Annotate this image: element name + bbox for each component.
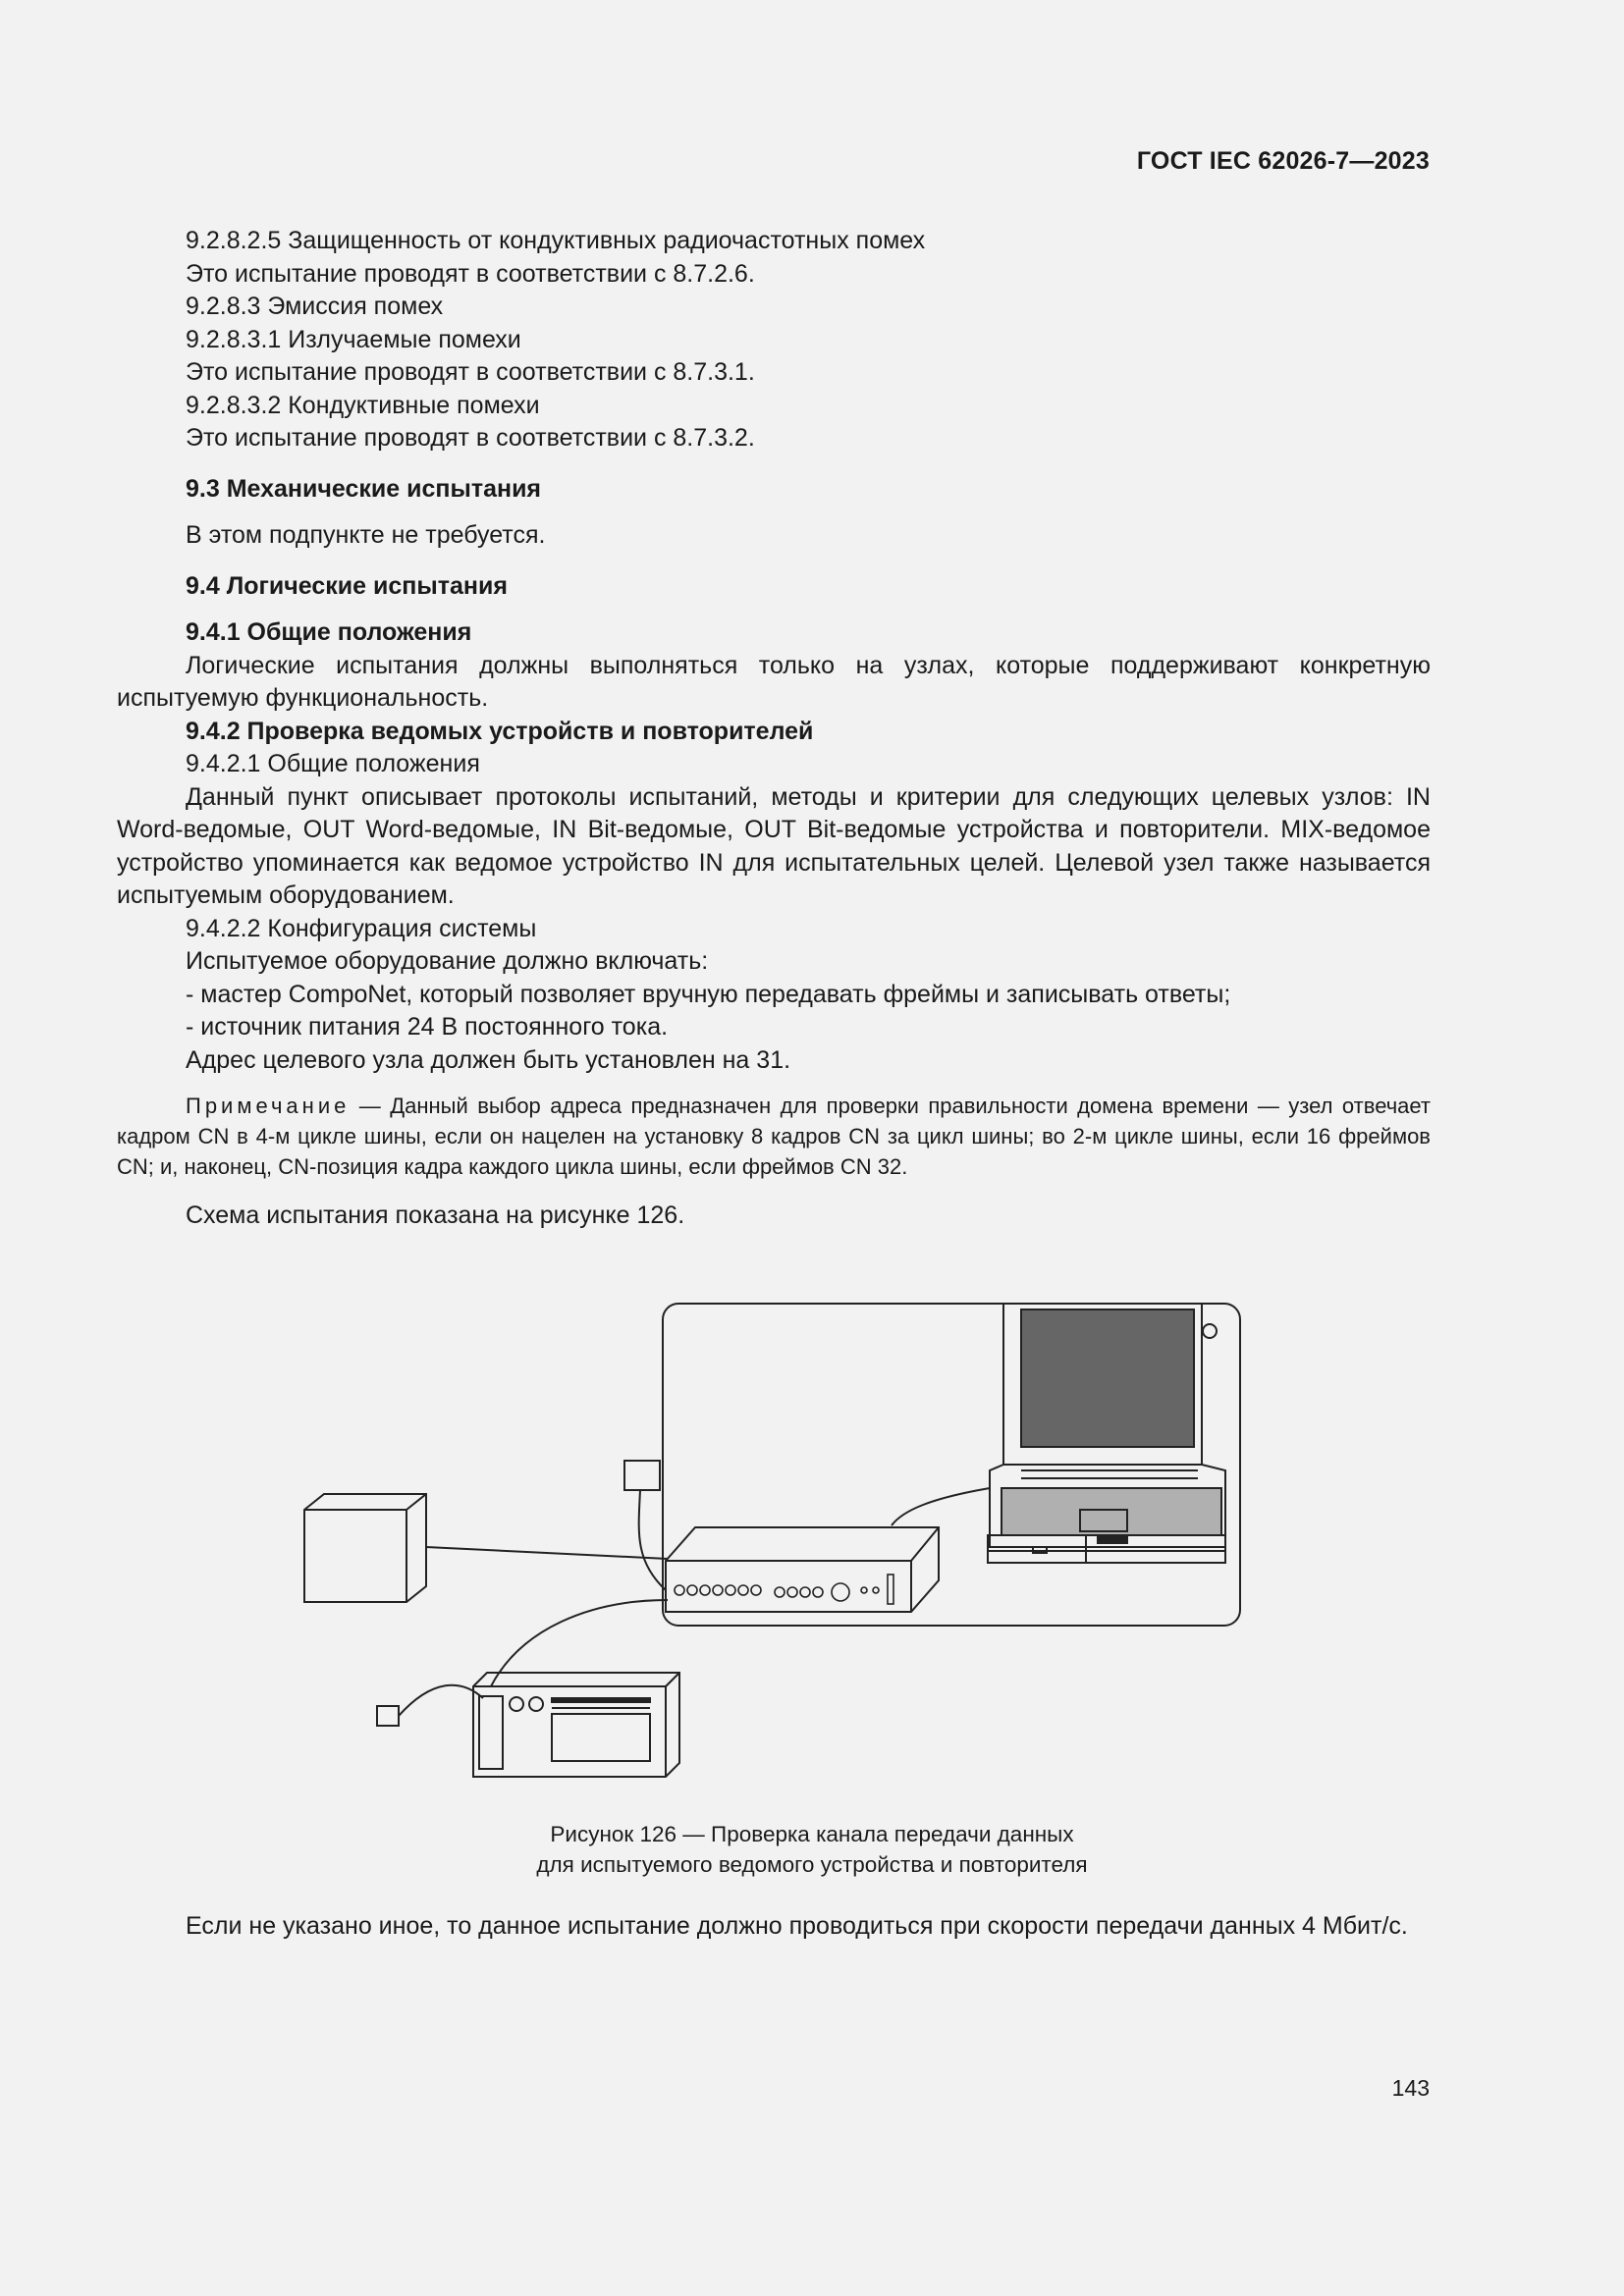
address-paragraph: Адрес целевого узла должен быть установлен на 31. [186,1045,791,1074]
heading-9-4-1: 9.4.1 Общие положения [186,618,472,646]
note-label: Примечание [186,1094,351,1118]
paragraph-9-4-1: Логические испытания должны выполняться только на узлах, которые поддерживают конкретную испытуемую функциональность. [117,651,1431,712]
list-item: - источник питания 24 В постоянного тока. [186,1013,669,1041]
figure-caption [0,1819,1624,1880]
paragraph-9-4-2-2: Испытуемое оборудование должно включать: [186,947,709,975]
heading-9-4-2: 9.4.2 Проверка ведомых устройств и повторителей [186,717,814,745]
heading-9-4: 9.4 Логические испытания [186,571,508,600]
terminator-cable [639,1490,666,1590]
heading-9-4-2-1: 9.4.2.1 Общие положения [186,750,480,777]
data-rate-paragraph: Если не указано иное, то данное испытание должно проводиться при скорости передачи данных 4 Мбит/с. [186,1912,1408,1940]
laptop-keyboard [1001,1488,1221,1535]
power-cable [426,1547,668,1559]
after-figure-text [117,1910,1431,1944]
master-ports [675,1575,893,1604]
laptop-camera-icon [1203,1324,1217,1338]
clause-9-2-8-3-1: 9.2.8.3.1 Излучаемые помехи [186,325,521,353]
clause-9-2-8-3: 9.2.8.3 Эмиссия помех [186,293,444,320]
clause-text: Это испытание проводят в соответствии с 8.7.2.6. [186,259,755,288]
standard-header: ГОСТ IEC 62026-7—2023 [1136,147,1430,175]
terminator-bottom [377,1706,399,1726]
master-unit [666,1527,939,1612]
clause-9-2-8-3-2: 9.2.8.3.2 Кондуктивные помехи [186,391,540,419]
clause-9-2-8-2-5: 9.2.8.2.5 Защищенность от кондуктивных радиочастотных помех [186,227,926,254]
paragraph-9-3: В этом подпункте не требуется. [186,521,546,549]
main-text [117,225,1431,1233]
caption-line-1: Рисунок 126 — Проверка канала передачи данных [550,1822,1074,1846]
heading-9-4-2-2: 9.4.2.2 Конфигурация системы [186,914,537,942]
caption-line-2: для испытуемого ведомого устройства и повторителя [536,1852,1088,1877]
heading-9-3: 9.3 Механические испытания [186,474,542,503]
laptop-cable [892,1488,990,1525]
note [117,1091,1431,1182]
paragraph-9-4-2-1: Данный пункт описывает протоколы испытаний, методы и критерии для следующих целевых узлов: IN Word-ведомые, OUT Word-ведомые, IN Bit-ведомые, OUT Bit-ведомые устройства и повторители. MIX-ведомое устройство упоминается как ведомое устройство IN для испытательных целей. Целевой узел также называется испытуемым оборудованием. [117,782,1431,909]
terminator-bottom-cable [399,1685,483,1716]
page-number: 143 [1391,2075,1430,2101]
scheme-reference: Схема испытания показана на рисунке 126. [186,1201,685,1229]
clause-text: Это испытание проводят в соответствии с 8.7.3.2. [186,424,755,452]
terminator-top [624,1461,660,1490]
laptop-screen [1021,1309,1194,1447]
clause-text: Это испытание проводят в соответствии с 8.7.3.1. [186,358,755,386]
list-item: - мастер CompoNet, который позволяет вручную передавать фреймы и записывать ответы; [186,980,1231,1008]
note-text: — Данный выбор адреса предназначен для проверки правильности домена времени — узел отвечает кадром CN в 4-м цикле шины, если он нацелен на установку 8 кадров CN за цикл шины; во 2-м цикле шины, если 16 фреймов CN; и, наконец, CN-позиция кадра каждого цикла шины, если фреймов CN 32. [117,1094,1431,1179]
figure-126-diagram [295,1296,1257,1806]
